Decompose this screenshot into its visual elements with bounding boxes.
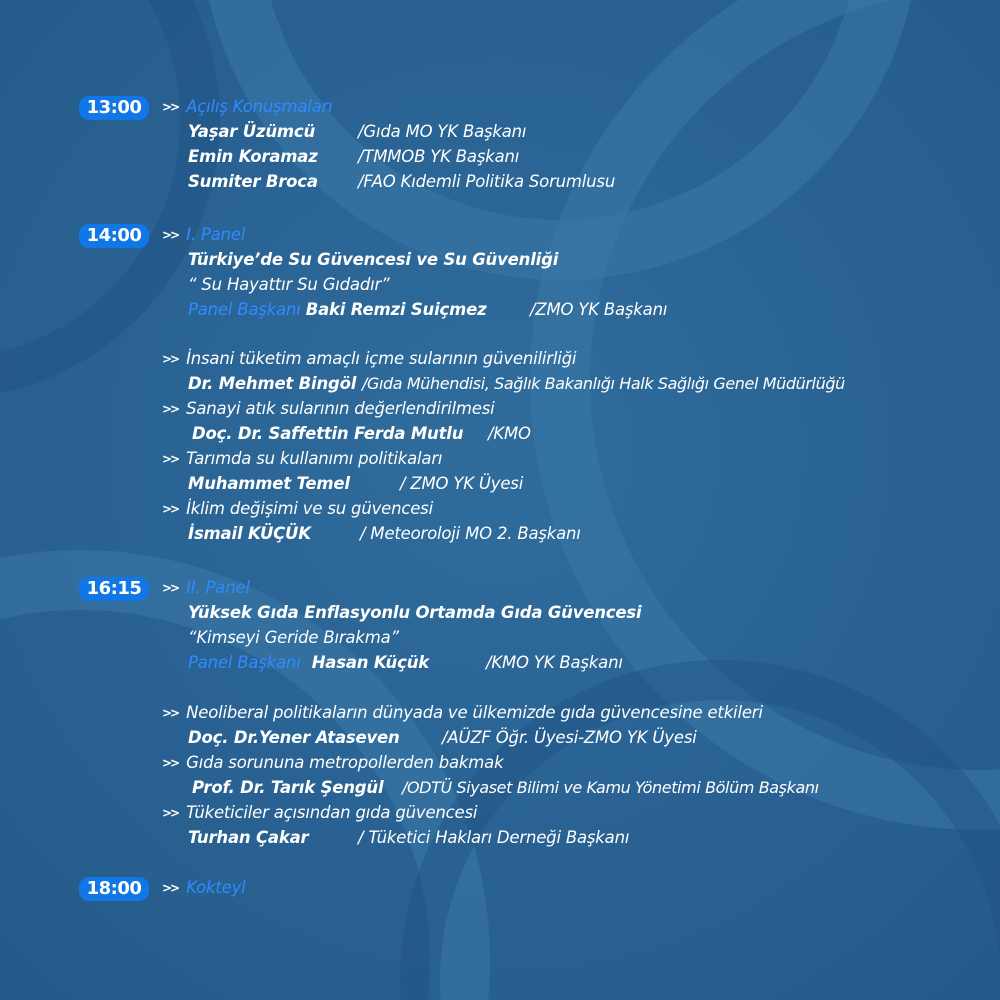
session-title: I. Panel [186, 225, 246, 244]
panel-subtitle: “Kimseyi Geride Bırakma” [188, 628, 399, 647]
talk-topic: Neoliberal politikaların dünyada ve ülkemizde gıda güvencesine etkileri [186, 703, 763, 722]
arrow-icon: >> [162, 352, 179, 366]
panel-chair-row [188, 299, 487, 321]
speaker-name: Dr. Mehmet Bingöl [188, 374, 357, 393]
speaker-role: / Tüketici Hakları Derneği Başkanı [358, 828, 630, 847]
speaker-name: Doç. Dr. Saffettin Ferda Mutlu [192, 424, 464, 443]
speaker-name: Muhammet Temel [188, 474, 350, 493]
talk-topic-row [162, 348, 576, 370]
panel-chair-label: Panel Başkanı [188, 300, 301, 319]
arrow-icon: >> [162, 452, 179, 466]
talk-topic: İnsani tüketim amaçlı içme sularının güvenilirliği [186, 349, 577, 368]
arrow-icon: >> [162, 228, 179, 242]
time-badge: 14:00 [79, 224, 149, 248]
panel-heading: Türkiye’de Su Güvencesi ve Su Güvenliği [188, 250, 559, 269]
speaker-name: Yaşar Üzümcü [188, 122, 316, 141]
session-title: Kokteyl [186, 878, 246, 897]
session-title: Açılış Konuşmaları [186, 97, 333, 116]
talk-topic-row [162, 802, 477, 824]
arrow-icon: >> [162, 502, 179, 516]
speaker-role: /KMO [488, 424, 531, 443]
talk-topic: Sanayi atık sularının değerlendirilmesi [186, 399, 495, 418]
panel-chair-row [188, 652, 429, 674]
talk-topic-row [162, 448, 442, 470]
talk-topic-row [162, 498, 433, 520]
speaker-role: / Meteoroloji MO 2. Başkanı [360, 524, 581, 543]
arrow-icon: >> [162, 756, 179, 770]
time-badge: 16:15 [79, 577, 149, 601]
speaker-role: /Gıda Mühendisi, Sağlık Bakanlığı Halk Sağlığı Genel Müdürlüğü [362, 374, 845, 393]
speaker-name: Sumiter Broca [188, 172, 318, 191]
panel-chair-label: Panel Başkanı [188, 653, 301, 672]
panel-heading: Yüksek Gıda Enflasyonlu Ortamda Gıda Güvencesi [188, 603, 642, 622]
arrow-icon: >> [162, 581, 179, 595]
talk-topic-row [162, 398, 495, 420]
session-title-row [162, 96, 333, 118]
talk-topic: Tarımda su kullanımı politikaları [186, 449, 443, 468]
time-badge: 13:00 [79, 96, 149, 120]
speaker-name: Emin Koramaz [188, 147, 318, 166]
session-title: II. Panel [186, 578, 250, 597]
panel-chair-role: /KMO YK Başkanı [486, 653, 623, 672]
speaker-role: /TMMOB YK Başkanı [358, 147, 520, 166]
speaker-name: Turhan Çakar [188, 828, 309, 847]
panel-subtitle: “ Su Hayattır Su Gıdadır” [188, 275, 390, 294]
session-title-row [162, 224, 245, 246]
speaker-role: /AÜZF Öğr. Üyesi-ZMO YK Üyesi [442, 728, 697, 747]
arrow-icon: >> [162, 402, 179, 416]
speaker-role: /Gıda MO YK Başkanı [358, 122, 527, 141]
speaker-role: /FAO Kıdemli Politika Sorumlusu [358, 172, 616, 191]
speaker-name: İsmail KÜÇÜK [188, 524, 311, 543]
panel-chair-role: /ZMO YK Başkanı [530, 300, 668, 319]
arrow-icon: >> [162, 706, 179, 720]
talk-topic: İklim değişimi ve su güvencesi [186, 499, 433, 518]
speaker-name: Doç. Dr.Yener Ataseven [188, 728, 400, 747]
arrow-icon: >> [162, 806, 179, 820]
talk-topic-row [162, 702, 763, 724]
arrow-icon: >> [162, 881, 179, 895]
time-badge: 18:00 [79, 877, 149, 901]
speaker-role: /ODTÜ Siyaset Bilimi ve Kamu Yönetimi Bölüm Başkanı [402, 778, 819, 797]
session-title-row [162, 877, 246, 899]
panel-chair-name: Hasan Küçük [311, 653, 430, 672]
panel-chair-name: Baki Remzi Suiçmez [305, 300, 487, 319]
arrow-icon: >> [162, 100, 179, 114]
talk-topic-row [162, 752, 503, 774]
speaker-name: Prof. Dr. Tarık Şengül [192, 778, 384, 797]
speaker-role: / ZMO YK Üyesi [400, 474, 524, 493]
session-title-row [162, 577, 250, 599]
talk-topic: Tüketiciler açısından gıda güvencesi [186, 803, 478, 822]
talk-topic: Gıda sorununa metropollerden bakmak [186, 753, 504, 772]
